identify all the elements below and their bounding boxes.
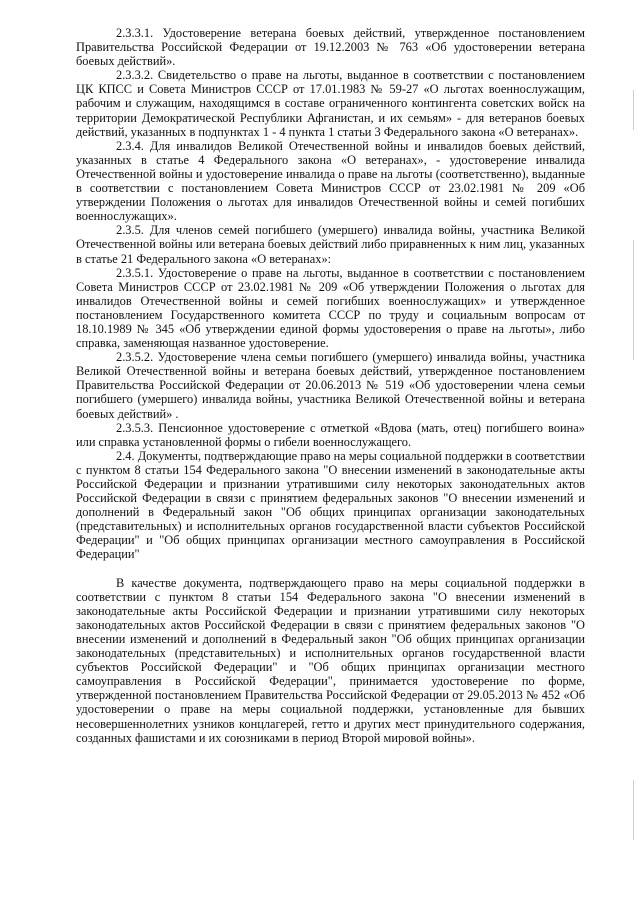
paragraph-2-3-5-2: 2.3.5.2. Удостоверение члена семьи погибшего (умершего) инвалида войны, участника Великой Отечественной войны и ветерана боевых действий, утвержденное постановлением Правительства Российской Федерации от 20.06.2013 № 519 «Об удостоверении члена семьи погибшего (умершего) инвалида войны, участника Великой Отечественной войны и ветерана боевых действий» .: [76, 350, 585, 421]
paragraph-2-3-5: 2.3.5. Для членов семей погибшего (умершего) инвалида войны, участника Великой Отечественной войны или ветерана боевых действий либо приравненных к ним лиц, указанных в статье 21 Федерального закона «О ветеранах»:: [76, 223, 585, 266]
paragraph-2-4: 2.4. Документы, подтверждающие право на меры социальной поддержки в соответствии с пунктом 8 статьи 154 Федерального закона "О внесении изменений в законодательные акты Российской Федерации и признании утратившими силу некоторых законодательных актов Российской Федерации в связи с принятием федеральных законов "О внесении изменений и дополнений в Федеральный закон "Об общих принципах организации законодательных (представительных) и исполнительных органов государственной власти субъектов Российской Федерации" и "Об общих принципах организации местного самоуправления в Российской Федерации": [76, 448, 585, 562]
paragraph-2-3-5-3: 2.3.5.3. Пенсионное удостоверение с отметкой «Вдова (мать, отец) погибшего воина» или справка установленной формы о гибели военнослужащего.: [76, 420, 585, 449]
paragraph-2-3-3-1: 2.3.3.1. Удостоверение ветерана боевых действий, утвержденное постановлением Правительства Российской Федерации от 19.12.2003 № 763 «Об удостоверении ветерана боевых действий».: [76, 26, 585, 69]
scan-edge-mark: [633, 240, 634, 360]
document-body: [76, 26, 585, 745]
paragraph-2-4-document: В качестве документа, подтверждающего право на меры социальной поддержки в соответствии с пунктом 8 статьи 154 Федерального закона "О внесении изменений в законодательные акты Российской Федерации и признании утратившими силу некоторых законодательных актов Российской Федерации в связи с принятием федеральных законов "О внесении изменений и дополнений в Федеральный закон "Об общих принципах организации законодательных (представительных) и исполнительных органов государственной власти субъектов Российской Федерации" и "Об общих принципах организации местного самоуправления в Российской Федерации", принимается удостоверение по форме, утвержденной постановлением Правительства Российской Федерации от 29.05.2013 № 452 «Об удостоверении о праве на меры социальной поддержки, установленные для бывших несовершеннолетних узников концлагерей, гетто и других мест принудительного содержания, созданных фашистами и их союзниками в период Второй мировой войны».: [76, 575, 585, 745]
scan-edge-mark: [633, 90, 634, 130]
paragraph-2-3-4: 2.3.4. Для инвалидов Великой Отечественной войны и инвалидов боевых действий, указанных в статье 4 Федерального закона «О ветеранах», - удостоверение инвалида Отечественной войны и удостоверение инвалида о праве на льготы (соответственно), выданные в соответствии с постановлением Совета Министров СССР от 23.02.1981 № 209 «Об утверждении Положения о льготах для инвалидов Отечественной войны и семей погибших военнослужащих».: [76, 138, 585, 224]
paragraph-2-3-3-2: 2.3.3.2. Свидетельство о праве на льготы, выданное в соответствии с постановлением ЦК КПСС и Совета Министров СССР от 17.01.1983 № 59-27 «О льготах военнослужащим, рабочим и служащим, находящимся в составе ограниченного контингента советских войск на территории Демократической Республики Афганистан, и их семьям» - для ветеранов боевых действий, указанных в подпунктах 1 - 4 пункта 1 статьи 3 Федерального закона «О ветеранах».: [76, 68, 585, 139]
paragraph-2-3-5-1: 2.3.5.1. Удостоверение о праве на льготы, выданное в соответствии с постановлением Совета Министров СССР от 23.02.1981 № 209 «Об утверждении Положения о льготах для инвалидов Отечественной войны и семей погибших военнослужащих» и утвержденное постановлением Государственного комитета СССР по труду и социальным вопросам от 18.10.1989 № 345 «Об утверждении единой формы удостоверения о праве на льготы», либо справка, заменяющая названное удостоверение.: [76, 265, 585, 351]
scan-edge-mark: [633, 780, 634, 840]
